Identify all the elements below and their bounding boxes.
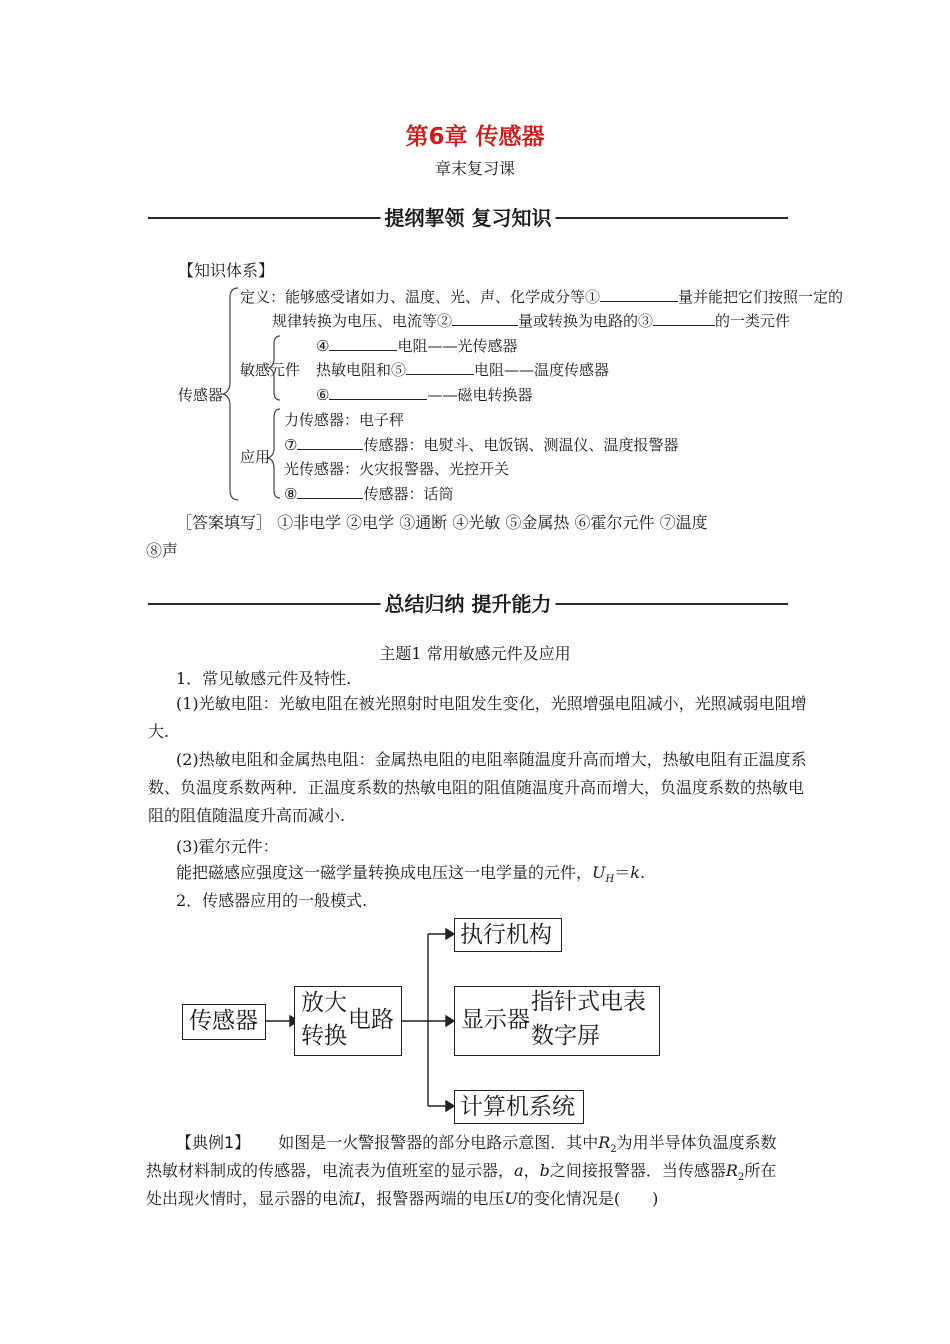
text: 所在 [744,1161,777,1180]
answers-line-1: ［答案填写］ ①非电学 ②电学 ③通断 ④光敏 ⑤金属热 ⑥霍尔元件 ⑦温度 [176,513,708,532]
item-text: 传感器：话筒 [363,485,454,503]
flow-label: 计算机系统 [460,1094,575,1120]
example-line-3 [146,1186,658,1209]
application-label: 应用 [240,448,271,466]
chapter-subtitle: 章末复习课 [434,159,515,178]
text: 如图是一火警报警器的部分电路示意图．其中 [278,1133,599,1152]
symbol-i: I [354,1189,361,1208]
section-title: 提纲挈领 复习知识 [381,202,556,231]
symbol-u: U [504,1189,518,1208]
flow-label: 执行机构 [460,922,552,948]
application-item-3: 光传感器：火灾报警器、光控开关 [284,460,510,478]
arrow-head [446,1101,454,1111]
topic-heading: 主题1 常用敏感元件及应用 [379,644,571,663]
root-label: 传感器 [178,386,224,404]
topic-point-1: 1．常见敏感元件及特性. [176,669,352,688]
symbol-u: U [592,863,606,882]
symbol-r: R [725,1161,738,1180]
symbol-r: R [598,1133,611,1152]
knowledge-heading: 【知识体系】 [178,261,275,280]
item-number: ⑥ [316,386,330,404]
topic-point-photoresistor: (1)光敏电阻：光敏电阻在被光照射时电阻发生变化，光照增强电阻减小，光照减弱电阻增大. [148,694,807,741]
text: 能把磁感应强度这一磁学量转换成电压这一电学量的元件， [176,863,593,882]
symbol-a: a [514,1161,524,1180]
topic-point-hall: (3)霍尔元件： [176,837,279,856]
section-title: 总结归纳 提升能力 [381,588,556,617]
flow-display-box [454,986,660,1056]
definition-text: 定义：能够感受诸如力、温度、光、声、化学成分等① [240,288,601,306]
text: 之间接报警器．当传感器 [549,1161,726,1180]
flow-label: 数字屏 [531,1023,600,1049]
definition-text-end: 量并能把它们按照一定的 [678,288,844,306]
item-number: ⑦ [284,436,298,454]
chapter-title: 第6章 传感器 [405,124,545,150]
text: 热敏材料制成的传感器，电流表为值班室的显示器， [146,1161,515,1180]
subscript-h: H [605,874,615,886]
text: ， [523,1161,540,1180]
item-text: 传感器：电熨斗、电饭锅、测温仪、温度报警器 [363,436,679,454]
flow-label: 指针式电表 [531,989,646,1015]
flow-amplifier-box [294,986,402,1056]
text: 处出现火情时，显示器的电流 [146,1189,355,1208]
item-text: 电阻——温度传感器 [474,361,610,379]
flow-label: 放大 [301,990,347,1016]
subscript: 2 [737,1172,745,1184]
text: 为用半导体负温度系数 [616,1133,777,1152]
topic-point-2: 2．传感器应用的一般模式. [176,891,368,910]
equals: ＝ [614,863,631,882]
definition-text-b: 量或转换为电路的③ [518,312,654,330]
text: 的变化情况是( ) [517,1189,659,1208]
text: ，报警器两端的电压 [360,1189,505,1208]
flow-computer-box [454,1090,584,1124]
period: . [639,863,646,882]
arrow-head [446,1016,454,1026]
flow-sensor-box [182,1004,266,1040]
item-text: 热敏电阻和⑤ [316,361,407,379]
symbol-b: b [539,1161,550,1180]
flow-label: 电路 [348,1007,394,1033]
definition-text-c: 的一类元件 [715,312,791,330]
arrow-head [446,929,454,939]
example-label: 【典例1】 [176,1133,251,1152]
answers-line-2: ⑧声 [146,541,179,560]
topic-point-thermistor: (2)热敏电阻和金属热电阻：金属热电阻的电阻率随温度升高而增大，热敏电阻有正温度系数、负温度系数两种．正温度系数的热敏电阻的阻值随温度升高而增大，负温度系数的热敏电阻的阻值随温度升高而减小. [148,750,807,825]
flow-actuator-box [454,918,562,952]
flow-label: 传感器 [189,1008,258,1034]
item-text: ——磁电转换器 [427,386,533,404]
definition-text-a: 规律转换为电压、电流等② [272,312,453,330]
item-number: ④ [316,337,330,355]
item-text: 电阻——光传感器 [397,337,518,355]
symbol-k: k [630,863,640,882]
example-line-1 [176,1130,777,1155]
flow-label: 转换 [301,1023,347,1049]
item-number: ⑧ [284,485,298,503]
flow-label: 显示器 [461,1007,530,1033]
example-line-2 [146,1158,776,1183]
subscript: 2 [610,1144,617,1156]
sensitive-label: 敏感元件 [240,361,301,379]
application-item-1: 力传感器：电子秤 [284,411,405,429]
